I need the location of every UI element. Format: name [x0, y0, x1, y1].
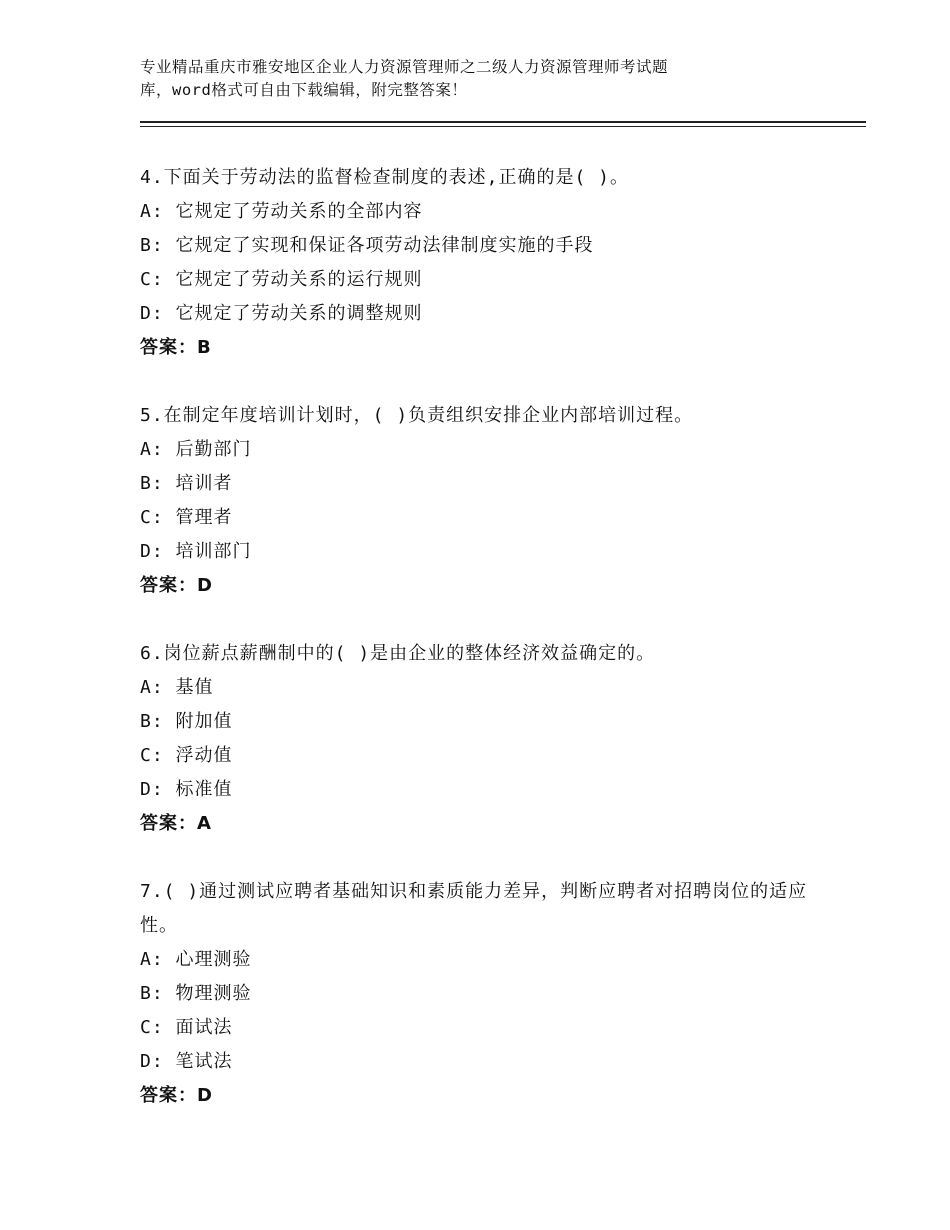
question-list	[140, 161, 820, 1147]
document-header	[140, 56, 780, 102]
option-a: A: 它规定了劳动关系的全部内容	[140, 201, 423, 222]
header-line-1: 专业精品重庆市雅安地区企业人力资源管理师之二级人力资源管理师考试题	[140, 58, 669, 76]
option-d: D: 标准值	[140, 779, 233, 800]
question-stem: 5.在制定年度培训计划时，( )负责组织安排企业内部培训过程。	[140, 405, 694, 426]
option-d: D: 笔试法	[140, 1051, 233, 1072]
answer-label: 答案：A	[140, 813, 212, 834]
option-a: A: 基值	[140, 677, 214, 698]
option-c: C: 管理者	[140, 507, 233, 528]
answer-label: 答案：D	[140, 1085, 213, 1106]
question-stem: 4.下面关于劳动法的监督检查制度的表述,正确的是( )。	[140, 167, 630, 188]
question-5	[140, 399, 820, 603]
option-c: C: 浮动值	[140, 745, 233, 766]
question-4	[140, 161, 820, 365]
header-line-2: 库，word格式可自由下载编辑，附完整答案！	[140, 81, 468, 99]
question-7	[140, 875, 820, 1113]
option-d: D: 培训部门	[140, 541, 252, 562]
option-a: A: 心理测验	[140, 949, 252, 970]
option-d: D: 它规定了劳动关系的调整规则	[140, 303, 423, 324]
answer-label: 答案：B	[140, 337, 212, 358]
header-rule-thin	[140, 126, 866, 127]
question-stem: 6.岗位薪点薪酬制中的( )是由企业的整体经济效益确定的。	[140, 643, 656, 664]
answer-label: 答案：D	[140, 575, 213, 596]
option-b: B: 它规定了实现和保证各项劳动法律制度实施的手段	[140, 235, 594, 256]
option-c: C: 面试法	[140, 1017, 233, 1038]
question-stem: 7.( )通过测试应聘者基础知识和素质能力差异，判断应聘者对招聘岗位的适应性。	[140, 881, 808, 936]
question-6	[140, 637, 820, 841]
option-b: B: 培训者	[140, 473, 233, 494]
header-rule-thick	[140, 121, 866, 123]
option-c: C: 它规定了劳动关系的运行规则	[140, 269, 423, 290]
option-a: A: 后勤部门	[140, 439, 252, 460]
option-b: B: 附加值	[140, 711, 233, 732]
option-b: B: 物理测验	[140, 983, 252, 1004]
